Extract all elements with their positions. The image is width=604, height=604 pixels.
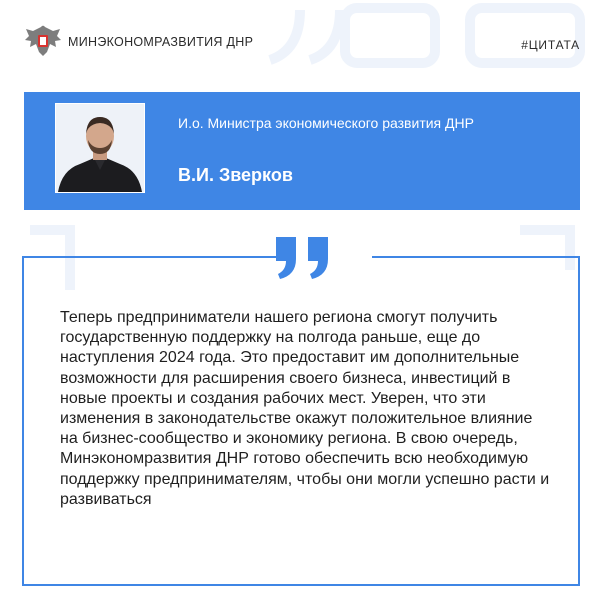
- portrait-photo: [55, 103, 145, 193]
- minister-banner: [24, 92, 580, 210]
- dnr-coat-of-arms-icon: [22, 22, 64, 62]
- ministry-name: МИНЭКОНОМРАЗВИТИЯ ДНР: [68, 35, 254, 49]
- hashtag-label: #ЦИТАТА: [521, 38, 580, 52]
- quote-box: [22, 256, 580, 586]
- quote-text: Теперь предприниматели нашего региона смогут получить государственную поддержку на полгода раньше, еще до наступления 2024 года. Это предоставит им дополнительные возможности для расширения своего бизнеса, инвестиций в новые проекты и создания рабочих мест. Уверен, что эти изменения в законодательстве окажут положительное влияние на бизнес-сообщество и экономику региона. В свою очередь, Минэкономразвития ДНР готово обеспечить всю необходимую поддержку предпринимателям, чтобы они могли успешно расти и развиваться: [60, 309, 550, 508]
- quotation-marks-icon: [272, 233, 334, 283]
- minister-name: В.И. Зверков: [178, 165, 293, 185]
- position-title: И.о. Министра экономического развития ДНР: [178, 115, 474, 131]
- header: [0, 0, 604, 80]
